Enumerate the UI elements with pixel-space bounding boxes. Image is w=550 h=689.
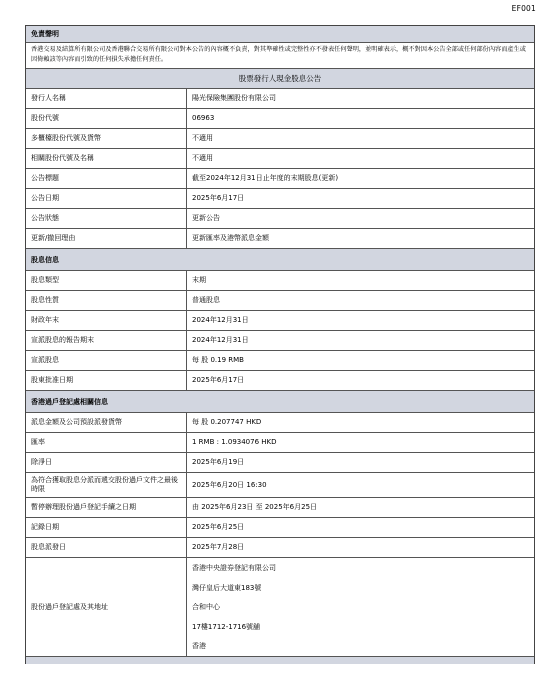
address-line: 合和中心 xyxy=(192,603,220,611)
row-label: 派息金額及公司預設派發貨幣 xyxy=(26,413,187,432)
row-label: 股份代號 xyxy=(26,109,187,128)
row-label: 宣派股息 xyxy=(26,351,187,370)
announcement-form xyxy=(25,25,535,664)
row-value: 不適用 xyxy=(192,154,213,162)
dividend-row xyxy=(26,371,534,391)
issuer-row xyxy=(26,89,534,109)
row-label: 記錄日期 xyxy=(26,518,187,537)
issuer-row xyxy=(26,109,534,129)
issuer-row xyxy=(26,129,534,149)
dividend-row xyxy=(26,311,534,331)
registrar-address xyxy=(187,558,534,656)
row-label: 公告狀態 xyxy=(26,209,187,228)
row-value: 2025年6月25日 xyxy=(192,523,245,531)
row-value: 由 2025年6月23日 至 2025年6月25日 xyxy=(192,503,318,511)
registrar-row xyxy=(26,433,534,453)
row-value: 不適用 xyxy=(192,134,213,142)
row-label: 相關股份代號及名稱 xyxy=(26,149,187,168)
row-value: 末期 xyxy=(192,276,206,284)
registrar-row xyxy=(26,453,534,473)
row-label: 股份過戶登記處及其地址 xyxy=(26,558,187,656)
address-line: 灣仔皇后大道東183號 xyxy=(192,583,262,592)
row-label: 發行人名稱 xyxy=(26,89,187,108)
dividend-row xyxy=(26,331,534,351)
row-value: 2025年6月19日 xyxy=(192,458,245,466)
row-label: 公告標題 xyxy=(26,169,187,188)
registrar-row xyxy=(26,498,534,518)
registrar-row xyxy=(26,518,534,538)
disclaimer-heading: 免責聲明 xyxy=(26,26,534,43)
row-value: 2024年12月31日 xyxy=(192,336,249,344)
address-line: 香港中央證券登記有限公司 xyxy=(192,564,276,572)
row-value: 2025年7月28日 xyxy=(192,543,245,551)
row-value: 每 股 0.207747 HKD xyxy=(192,418,262,426)
issuer-row xyxy=(26,229,534,249)
row-value: 2025年6月17日 xyxy=(192,376,245,384)
disclaimer-text: 香港交易及結算所有限公司及香港聯合交易所有限公司對本公告的內容概不負責，對其準確性或完整性亦不發表任何聲明，並明確表示，概不對因本公告全部或任何部份內容而產生或因倚賴該等內容而引致的任何損失承擔任何責任。 xyxy=(26,43,534,69)
row-label: 股東批准日期 xyxy=(26,371,187,390)
registrar-row xyxy=(26,538,534,558)
row-value: 2024年12月31日 xyxy=(192,316,249,324)
row-value: 2025年6月20日 16:30 xyxy=(192,480,267,489)
registrar-row xyxy=(26,473,534,498)
row-label: 暫停辦理股份過戶登記手續之日期 xyxy=(26,498,187,517)
address-line: 香港 xyxy=(192,642,206,650)
row-label: 公告日期 xyxy=(26,189,187,208)
section-dividend-info: 股息信息 xyxy=(26,249,534,271)
section-registrar-info: 香港過戶登記處相關信息 xyxy=(26,391,534,413)
row-value: 更新匯率及港幣派息金額 xyxy=(192,234,269,242)
issuer-row xyxy=(26,209,534,229)
dividend-row xyxy=(26,271,534,291)
row-label: 多櫃檯股份代號及貨幣 xyxy=(26,129,187,148)
address-line: 17樓1712-1716號舖 xyxy=(192,622,261,631)
issuer-row xyxy=(26,169,534,189)
issuer-row xyxy=(26,189,534,209)
registrar-row xyxy=(26,413,534,433)
row-label: 宣派股息的報告期末 xyxy=(26,331,187,350)
row-label: 更新/撤回理由 xyxy=(26,229,187,248)
row-label: 匯率 xyxy=(26,433,187,452)
row-value: 陽光保險集團股份有限公司 xyxy=(192,94,276,102)
dividend-row xyxy=(26,351,534,371)
row-label: 為符合獲取股息分派而遞交股份過戶文件之最後時限 xyxy=(26,473,187,497)
issuer-row xyxy=(26,149,534,169)
row-label: 股息類型 xyxy=(26,271,187,290)
row-value: 截至2024年12月31日止年度的末期股息(更新) xyxy=(192,174,339,182)
registrar-address-row xyxy=(26,558,534,657)
row-label: 財政年末 xyxy=(26,311,187,330)
row-value: 普通股息 xyxy=(192,296,220,304)
row-value: 每 股 0.19 RMB xyxy=(192,356,244,364)
row-label: 除淨日 xyxy=(26,453,187,472)
document-id: EF001 xyxy=(511,4,536,13)
row-value: 1 RMB : 1.0934076 HKD xyxy=(192,438,277,446)
dividend-row xyxy=(26,291,534,311)
row-value: 更新公告 xyxy=(192,214,220,222)
row-value: 2025年6月17日 xyxy=(192,194,245,202)
row-label: 股息派發日 xyxy=(26,538,187,557)
row-value: 06963 xyxy=(192,114,215,122)
row-label: 股息性質 xyxy=(26,291,187,310)
announcement-title: 股票發行人現金股息公告 xyxy=(26,69,534,89)
